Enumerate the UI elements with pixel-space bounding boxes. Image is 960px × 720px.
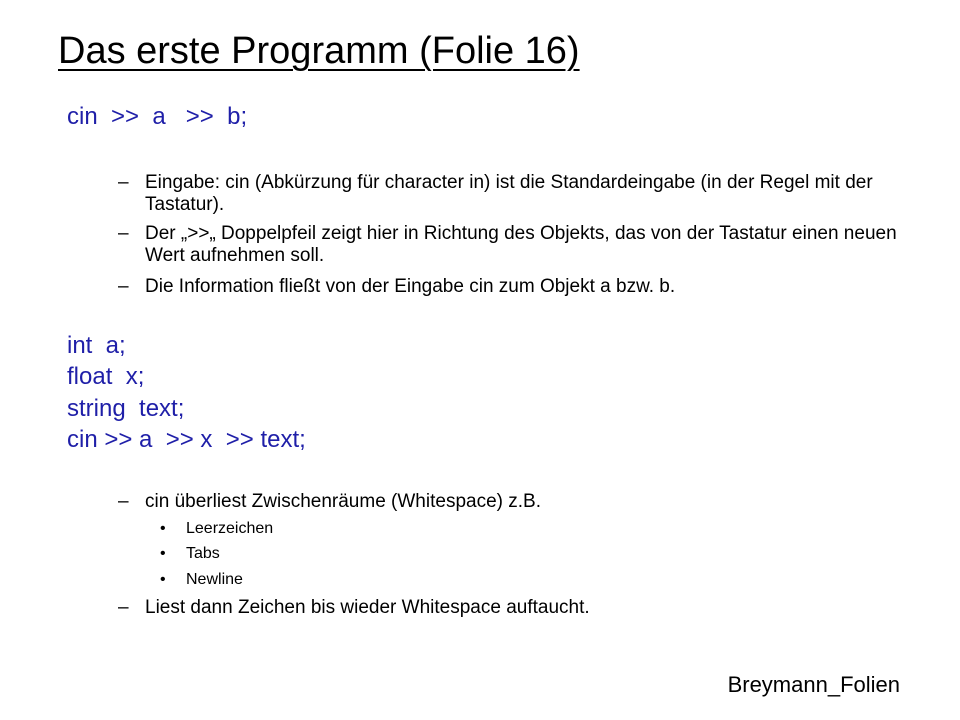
bullet-item-text: Tabs: [186, 545, 220, 562]
list-item-doppelpfeil: [118, 223, 908, 267]
code-line-string: string text;: [67, 395, 185, 422]
list-item-liest: [118, 597, 908, 619]
code-line-cin-chain: cin >> a >> x >> text;: [67, 426, 306, 453]
list-item-text: cin überliest Zwischenräume (Whitespace) z.B.: [145, 491, 541, 512]
bullet-item-text: Newline: [186, 571, 243, 588]
list-item-text: Der „>>„ Doppelpfeil zeigt hier in Richtung des Objekts, das von der Tastatur einen neuen Wert aufnehmen soll.: [145, 223, 897, 266]
list-item-eingabe: [118, 172, 908, 216]
list-item-text: Eingabe: cin (Abkürzung für character in) ist die Standardeingabe (in der Regel mit der Tastatur).: [145, 172, 873, 215]
slide-title: Das erste Programm (Folie 16): [58, 30, 580, 72]
bullet-item-text: Leerzeichen: [186, 520, 274, 537]
list-item-information: [118, 276, 908, 298]
bullet-item-tabs: [160, 544, 220, 564]
bullet-marker: •: [160, 545, 166, 562]
code-line-cin-a-b: cin >> a >> b;: [67, 103, 248, 130]
dash-marker: –: [118, 597, 129, 618]
bullet-marker: •: [160, 520, 166, 537]
bullet-item-leerzeichen: [160, 519, 273, 539]
code-line-float: float x;: [67, 363, 145, 390]
bullet-item-newline: [160, 570, 243, 590]
dash-marker: –: [118, 223, 129, 244]
list-item-whitespace: [118, 491, 908, 513]
slide-footer: Breymann_Folien: [727, 672, 900, 697]
dash-marker: –: [118, 172, 129, 193]
list-item-text: Die Information fließt von der Eingabe cin zum Objekt a bzw. b.: [145, 276, 676, 297]
dash-marker: –: [118, 276, 129, 297]
dash-marker: –: [118, 491, 129, 512]
list-item-text: Liest dann Zeichen bis wieder Whitespace auftaucht.: [145, 597, 590, 618]
code-line-int: int a;: [67, 332, 126, 359]
bullet-marker: •: [160, 571, 166, 588]
